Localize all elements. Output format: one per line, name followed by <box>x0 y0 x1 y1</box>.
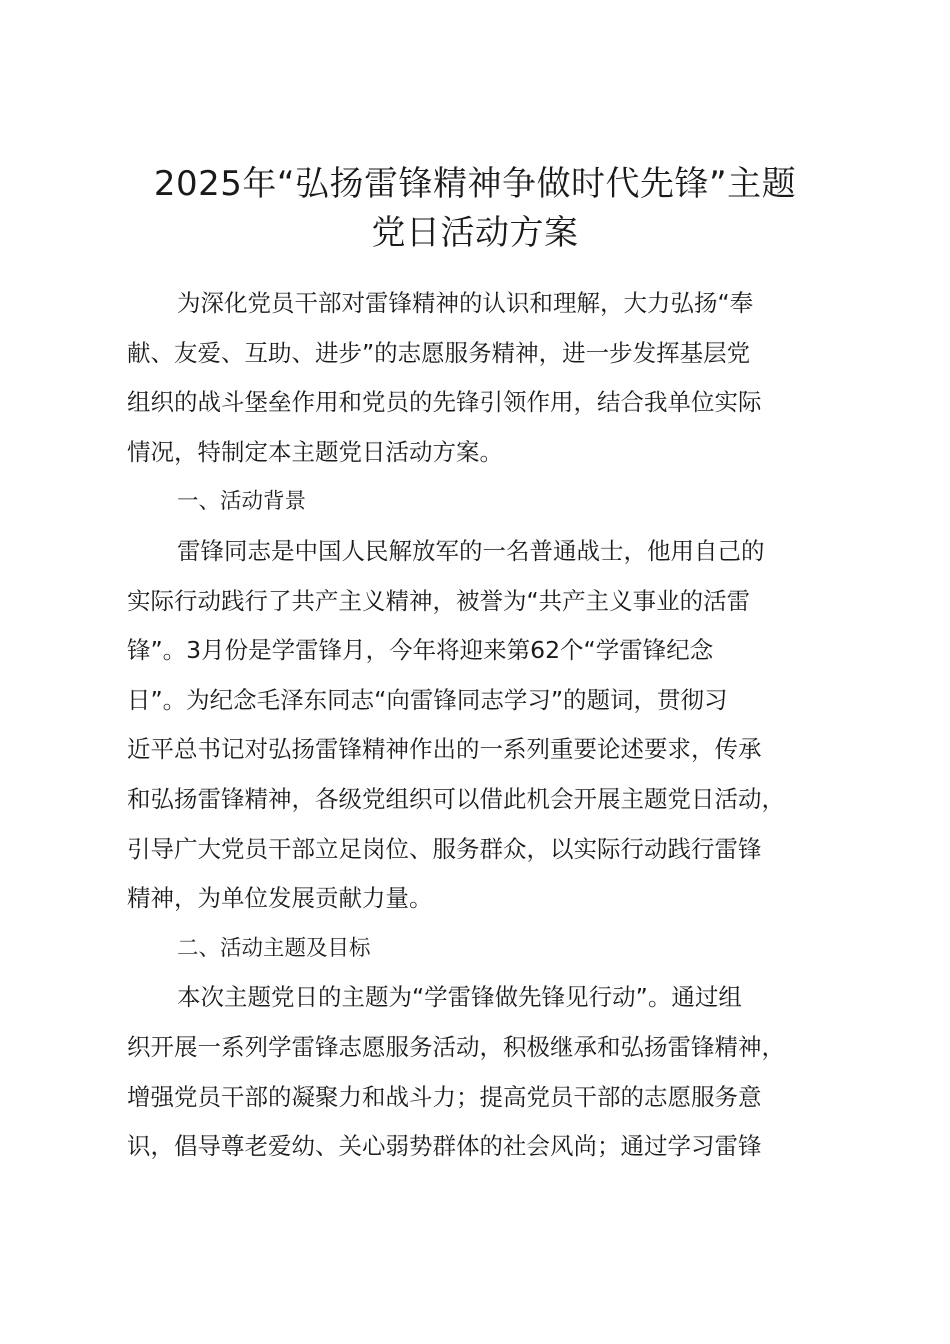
background-paragraph-line: 近平总书记对弘扬雷锋精神作出的一系列重要论述要求，传承 <box>127 735 762 764</box>
theme-paragraph-line: 织开展一系列学雷锋志愿服务活动，积极继承和弘扬雷锋精神， <box>127 1032 785 1061</box>
background-paragraph-line: 引导广大党员干部立足岗位、服务群众，以实际行动践行雷锋 <box>127 834 762 863</box>
background-paragraph-line: 精神，为单位发展贡献力量。 <box>127 884 433 913</box>
theme-paragraph-line: 识，倡导尊老爱幼、关心弱势群体的社会风尚；通过学习雷锋 <box>127 1132 762 1161</box>
background-paragraph-line: 日”。为纪念毛泽东同志“向雷锋同志学习”的题词，贯彻习 <box>127 685 728 714</box>
theme-paragraph-line: 本次主题党日的主题为“学雷锋做先锋见行动”。通过组 <box>177 983 742 1012</box>
section-heading-theme-goals: 二、活动主题及目标 <box>177 935 371 961</box>
section-heading-background: 一、活动背景 <box>177 489 307 515</box>
background-paragraph-line: 锋”。3月份是学雷锋月，今年将迎来第62个“学雷锋纪念 <box>127 636 714 665</box>
document-title-line-1: 2025年“弘扬雷锋精神争做时代先锋”主题 <box>153 164 797 204</box>
intro-paragraph-line: 情况，特制定本主题党日活动方案。 <box>127 437 503 466</box>
intro-paragraph-line: 为深化党员干部对雷锋精神的认识和理解，大力弘扬“奉 <box>177 289 754 317</box>
background-paragraph-line: 雷锋同志是中国人民解放军的一名普通战士，他用自己的 <box>177 536 765 565</box>
theme-paragraph-line: 增强党员干部的凝聚力和战斗力；提高党员干部的志愿服务意 <box>127 1082 762 1111</box>
background-paragraph-line: 实际行动践行了共产主义精神，被誉为“共产主义事业的活雷 <box>127 586 751 615</box>
intro-paragraph-line: 组织的战斗堡垒作用和党员的先锋引领作用，结合我单位实际 <box>127 388 762 417</box>
background-paragraph-line: 和弘扬雷锋精神，各级党组织可以借此机会开展主题党日活动， <box>127 784 785 813</box>
document-title-line-2: 党日活动方案 <box>371 213 579 253</box>
document-body <box>127 279 857 1172</box>
intro-paragraph-line: 献、友爱、互助、进步”的志愿服务精神，进一步发挥基层党 <box>127 338 751 367</box>
